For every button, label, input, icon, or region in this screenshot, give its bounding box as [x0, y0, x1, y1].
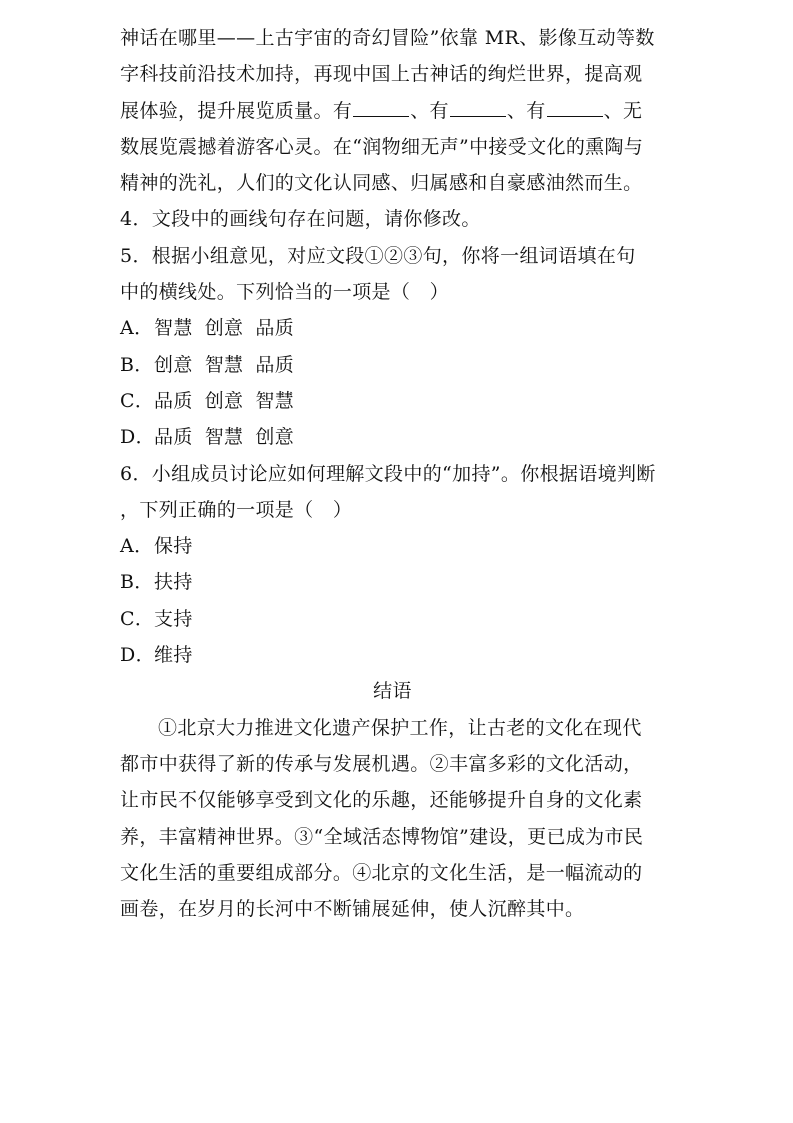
option-word: 智慧	[204, 426, 244, 449]
option-word: 扶持	[154, 571, 193, 594]
option-word: 品质	[154, 389, 193, 412]
conclusion-line: 画卷，在岁月的长河中不断铺展延伸，使人沉醉其中。	[120, 898, 585, 921]
question-text: 中的横线处。下列恰当的一项是（ ）	[120, 281, 449, 304]
passage-text: 、有	[410, 99, 449, 122]
question-6	[120, 456, 665, 674]
fill-blank-2	[450, 100, 506, 117]
option-letter: A．	[120, 535, 154, 558]
option-word: 保持	[154, 535, 193, 558]
option-letter: C．	[120, 389, 155, 412]
option-word: 支持	[154, 607, 193, 630]
option-a	[120, 310, 665, 346]
fill-blank-1	[353, 100, 409, 117]
conclusion-line: 让市民不仅能够享受到文化的乐趣，还能够提升自身的文化素	[120, 789, 643, 812]
fill-blank-3	[547, 100, 603, 117]
option-word: 创意	[204, 317, 244, 340]
option-word: 品质	[255, 317, 295, 340]
option-word: 智慧	[154, 317, 193, 340]
question-text: 5．根据小组意见，对应文段①②③句，你将一组词语填在句	[120, 244, 636, 267]
passage-line: 精神的洗礼，人们的文化认同感、归属感和自豪感油然而生。	[120, 172, 643, 195]
passage-text: 、无	[603, 99, 643, 122]
question-5	[120, 238, 665, 456]
option-letter: B．	[120, 353, 154, 376]
option-word: 品质	[154, 426, 193, 449]
option-c	[120, 383, 665, 419]
conclusion-section	[120, 673, 665, 927]
conclusion-line: ①北京大力推进文化遗产保护工作，让古老的文化在现代	[158, 716, 642, 739]
option-letter: B．	[120, 571, 154, 594]
option-a	[120, 528, 665, 564]
option-b	[120, 347, 665, 383]
question-4: 4．文段中的画线句存在问题，请你修改。	[120, 208, 481, 231]
option-c	[120, 601, 665, 637]
option-word: 维持	[154, 644, 193, 667]
passage	[120, 20, 665, 201]
passage-text: 展体验，提升展览质量。有	[120, 99, 353, 122]
option-letter: C．	[120, 607, 155, 630]
passage-line: 神话在哪里——上古宇宙的奇幻冒险”依靠 MR、影像互动等数	[120, 27, 655, 49]
option-letter: D．	[120, 644, 155, 667]
passage-line: 字科技前沿技术加持，再现中国上古神话的绚烂世界，提高观	[120, 63, 643, 86]
conclusion-line: 都市中获得了新的传承与发展机遇。②丰富多彩的文化活动，	[120, 752, 643, 775]
option-letter: D．	[120, 426, 155, 449]
option-word: 创意	[204, 389, 244, 412]
question-text: 6．小组成员讨论应如何理解文段中的“加持”。你根据语境判断	[120, 462, 656, 485]
option-word: 智慧	[255, 389, 295, 412]
option-word: 智慧	[204, 353, 244, 376]
option-d	[120, 637, 665, 673]
document-page	[120, 20, 665, 927]
option-d	[120, 419, 665, 455]
option-b	[120, 564, 665, 600]
option-word: 创意	[255, 426, 295, 449]
option-letter: A．	[120, 317, 154, 340]
conclusion-line: 养，丰富精神世界。③“全域活态博物馆”建设，更已成为市民	[120, 825, 644, 848]
section-heading: 结语	[373, 680, 412, 703]
passage-line-with-blanks	[120, 93, 665, 129]
passage-text: 、有	[506, 99, 546, 122]
option-word: 品质	[255, 353, 295, 376]
question-text: ，下列正确的一项是（ ）	[120, 498, 353, 521]
option-word: 创意	[154, 353, 193, 376]
conclusion-line: 文化生活的重要组成部分。④北京的文化生活，是一幅流动的	[120, 861, 643, 884]
passage-line: 数展览震撼着游客心灵。在“润物细无声”中接受文化的熏陶与	[120, 135, 644, 158]
